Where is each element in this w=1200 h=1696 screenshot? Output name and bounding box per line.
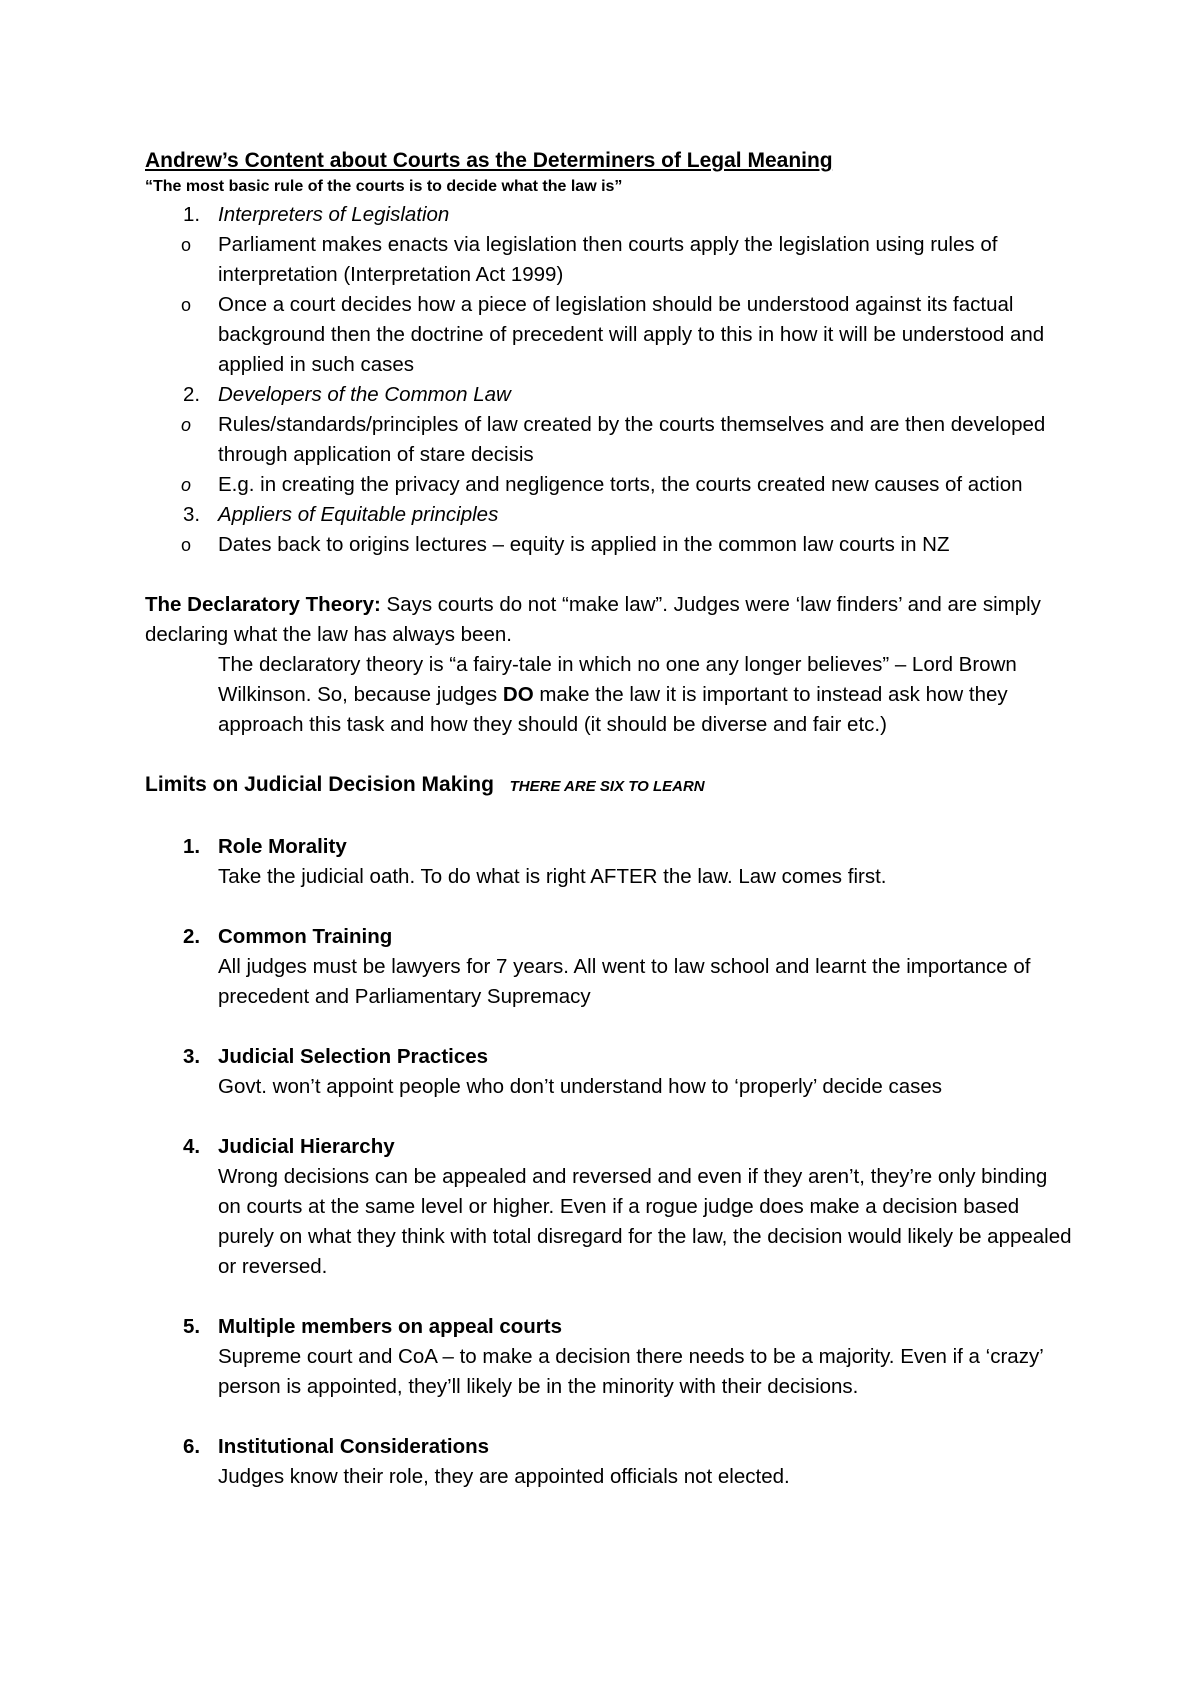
bullet-text: Once a court decides how a piece of legislation should be understood against its factual background then the doctrine of precedent will apply to this in how it will be understood and applied in such cases — [218, 293, 1045, 376]
spacer — [145, 1282, 1075, 1312]
bullet-mark: o — [181, 415, 192, 435]
spacer — [145, 1102, 1075, 1132]
role-label: Interpreters of Legislation — [218, 203, 450, 226]
bullet-text: E.g. in creating the privacy and negligence torts, the courts created new causes of action — [218, 473, 1023, 496]
role-bullets — [145, 410, 1075, 500]
spacer — [145, 560, 1075, 590]
spacer — [145, 1012, 1075, 1042]
role-item — [145, 500, 1075, 530]
limit-name: Common Training — [218, 925, 393, 948]
limit-name: Role Morality — [218, 835, 347, 858]
spacer — [145, 1402, 1075, 1432]
limit-name: Institutional Considerations — [218, 1435, 490, 1458]
limits-heading: Limits on Judicial Decision Making — [145, 773, 494, 796]
limit-text: All judges must be lawyers for 7 years. All went to law school and learnt the importance of precedent and Parliamentary Supremacy — [218, 955, 1031, 1008]
limit-item — [145, 832, 1075, 892]
declaratory-quote-paragraph — [145, 650, 1075, 740]
limit-number: 6. — [183, 1435, 201, 1458]
limits-note: THERE ARE SIX TO LEARN — [509, 778, 705, 795]
spacer — [145, 802, 1075, 832]
bullet-mark: o — [181, 295, 192, 315]
limit-item — [145, 922, 1075, 1012]
role-item — [145, 200, 1075, 230]
bullet-text: Rules/standards/principles of law created by the courts themselves and are then developed through application of stare decisis — [218, 413, 1046, 466]
limit-item — [145, 1132, 1075, 1282]
limit-number: 1. — [183, 835, 201, 858]
spacer — [145, 892, 1075, 922]
declaratory-emphasis: DO — [502, 683, 534, 706]
limit-item — [145, 1312, 1075, 1402]
limit-item — [145, 1042, 1075, 1102]
role-number: 3. — [183, 503, 201, 526]
declaratory-para-before: The declaratory theory is “a fairy-tale in which no one any longer believes” – Lord Brown Wilkinson. So, because judges — [218, 653, 1017, 706]
limit-name: Multiple members on appeal courts — [218, 1315, 563, 1338]
limit-name: Judicial Selection Practices — [218, 1045, 489, 1068]
document-title: Andrew’s Content about Courts as the Determiners of Legal Meaning — [145, 149, 833, 172]
role-number: 1. — [183, 203, 201, 226]
bullet-item — [145, 290, 1075, 380]
bullet-item — [145, 530, 1075, 560]
bullet-mark: o — [181, 475, 192, 495]
limit-number: 2. — [183, 925, 201, 948]
limit-text: Take the judicial oath. To do what is right AFTER the law. Law comes first. — [218, 865, 887, 888]
limit-text: Govt. won’t appoint people who don’t understand how to ‘properly’ decide cases — [218, 1075, 943, 1098]
role-label: Appliers of Equitable principles — [218, 503, 499, 526]
role-item — [145, 380, 1075, 410]
role-bullets — [145, 530, 1075, 560]
limit-text: Judges know their role, they are appointed officials not elected. — [218, 1465, 790, 1488]
opening-quote: “The most basic rule of the courts is to decide what the law is” — [145, 178, 623, 195]
limit-item — [145, 1432, 1075, 1492]
bullet-item — [145, 410, 1075, 470]
bullet-text: Dates back to origins lectures – equity is applied in the common law courts in NZ — [218, 533, 950, 556]
role-number: 2. — [183, 383, 201, 406]
limits-heading-row — [145, 770, 1075, 802]
role-bullets — [145, 230, 1075, 380]
bullet-mark: o — [181, 535, 192, 555]
limit-text: Supreme court and CoA – to make a decision there needs to be a majority. Even if a ‘crazy’ person is appointed, they’ll likely be in the minority with their decisions. — [218, 1345, 1043, 1398]
limit-text: Wrong decisions can be appealed and reversed and even if they aren’t, they’re only binding on courts at the same level or higher. Even if a rogue judge does make a decision based purely on what they think with total disregard for the law, the decision would likely be appealed or reversed. — [218, 1165, 1072, 1278]
limit-number: 3. — [183, 1045, 201, 1068]
limit-name: Judicial Hierarchy — [218, 1135, 395, 1158]
bullet-item — [145, 230, 1075, 290]
bullet-mark: o — [181, 235, 192, 255]
declaratory-heading: The Declaratory Theory: — [145, 593, 381, 616]
role-label: Developers of the Common Law — [218, 383, 511, 406]
bullet-item — [145, 470, 1075, 500]
declaratory-text: Says courts do not “make law”. Judges were ‘law finders’ and are simply declaring what the law has always been. — [145, 593, 1041, 646]
declaratory-paragraph — [145, 590, 1075, 650]
limit-number: 4. — [183, 1135, 201, 1158]
limit-number: 5. — [183, 1315, 201, 1338]
bullet-text: Parliament makes enacts via legislation then courts apply the legislation using rules of interpretation (Interpretation Act 1999) — [218, 233, 998, 286]
spacer — [145, 740, 1075, 770]
declaratory-para-after: make the law it is important to instead ask how they approach this task and how they should (it should be diverse and fair etc.) — [218, 683, 1008, 736]
document-content — [145, 146, 1075, 1492]
